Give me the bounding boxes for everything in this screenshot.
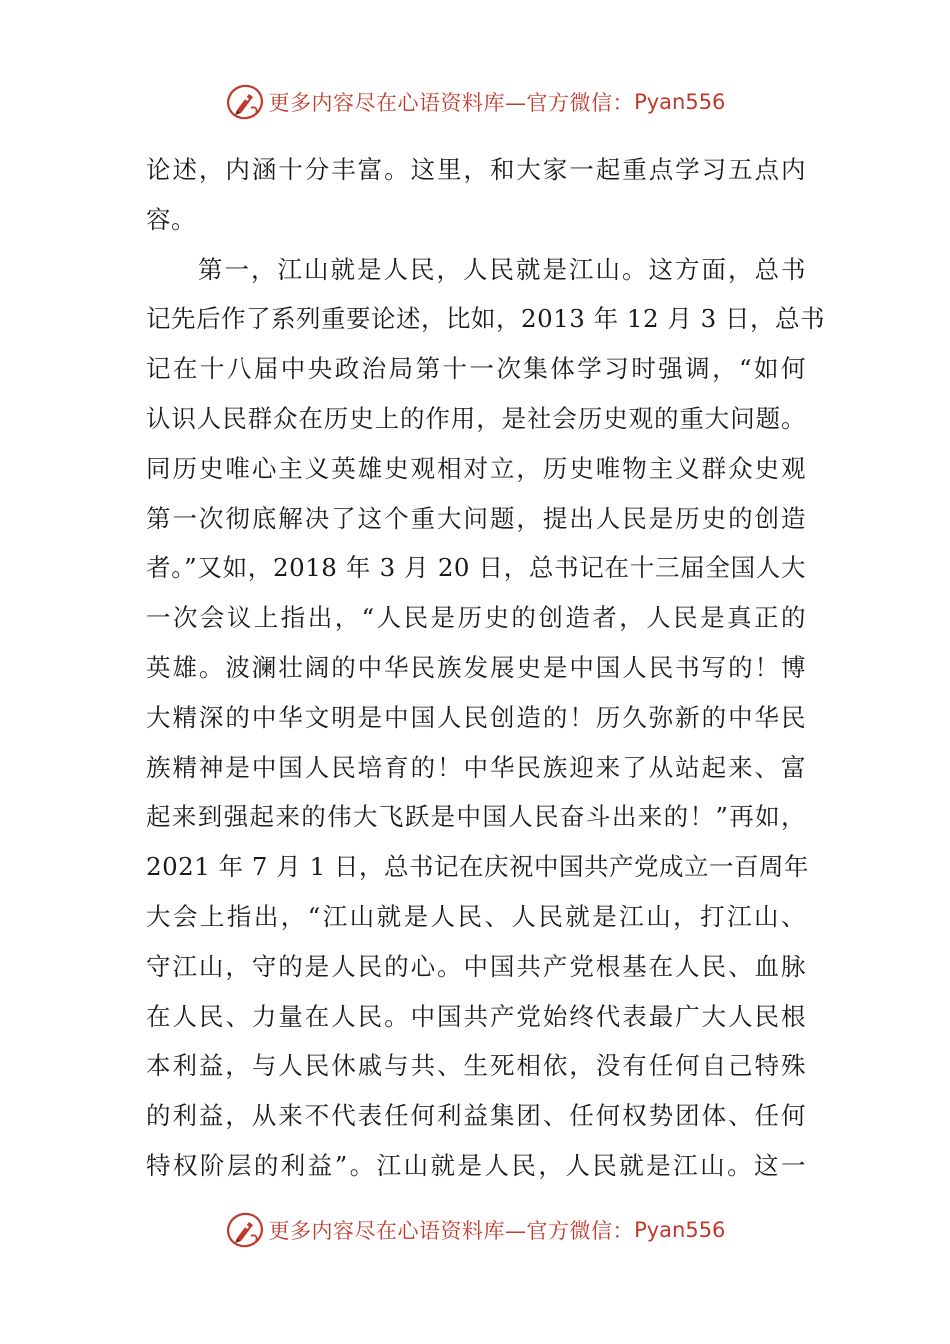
- banner-text: 更多内容尽在心语资料库—官方微信：: [268, 1219, 635, 1243]
- text-line: 2021 年 7 月 1 日，总书记在庆祝中国共产党成立一百周年: [146, 852, 809, 882]
- text-line: 的利益，从来不代表任何利益集团、任何权势团体、任何: [146, 1101, 806, 1131]
- text-line: 论述，内涵十分丰富。这里，和大家一起重点学习五点内: [146, 155, 806, 184]
- banner-text: 更多内容尽在心语资料库—官方微信：: [268, 91, 635, 115]
- text-line: 认识人民群众在历史上的作用，是社会历史观的重大问题。: [146, 403, 806, 433]
- text-line: 在人民、力量在人民。中国共产党始终代表最广大人民根: [146, 1001, 806, 1031]
- pen-nib-icon: [225, 82, 265, 122]
- document-body: [146, 145, 826, 1191]
- text-line: 起来到强起来的伟大飞跃是中国人民奋斗出来的！”再如，: [146, 802, 806, 832]
- banner-wechat-handle: Pyan556: [634, 90, 726, 114]
- pen-nib-icon: [225, 1210, 265, 1250]
- text-line: 记在十八届中央政治局第十一次集体学习时强调，“如何: [146, 354, 806, 384]
- text-line: 大会上指出，“江山就是人民、人民就是江山，打江山、: [146, 901, 806, 931]
- text-line: 特权阶层的利益”。江山就是人民，人民就是江山。这一: [146, 1150, 806, 1180]
- text-line: 容。: [146, 204, 196, 234]
- text-line: 大精深的中华文明是中国人民创造的！历久弥新的中华民: [146, 702, 806, 732]
- footer-banner: [0, 1208, 950, 1252]
- header-banner: [0, 80, 950, 124]
- text-line: 者。”又如，2018 年 3 月 20 日，总书记在十三届全国人大: [146, 553, 806, 583]
- text-line: 第一次彻底解决了这个重大问题，提出人民是历史的创造: [146, 503, 806, 533]
- text-line: 一次会议上指出，“人民是历史的创造者，人民是真正的: [146, 603, 806, 633]
- text-line: 本利益，与人民休戚与共、生死相依，没有任何自己特殊: [146, 1051, 806, 1081]
- text-line: 记先后作了系列重要论述，比如，2013 年 12 月 3 日，总书: [146, 304, 826, 334]
- text-line: 英雄。波澜壮阔的中华民族发展史是中国人民书写的！博: [146, 652, 806, 682]
- text-line: 同历史唯心主义英雄史观相对立，历史唯物主义群众史观: [146, 453, 806, 483]
- paragraph-start-line: 第一，江山就是人民，人民就是江山。这方面，总书: [198, 254, 806, 284]
- text-line: 守江山，守的是人民的心。中国共产党根基在人民、血脉: [146, 951, 806, 981]
- text-line: 族精神是中国人民培育的！中华民族迎来了从站起来、富: [146, 752, 806, 782]
- banner-wechat-handle: Pyan556: [634, 1218, 726, 1242]
